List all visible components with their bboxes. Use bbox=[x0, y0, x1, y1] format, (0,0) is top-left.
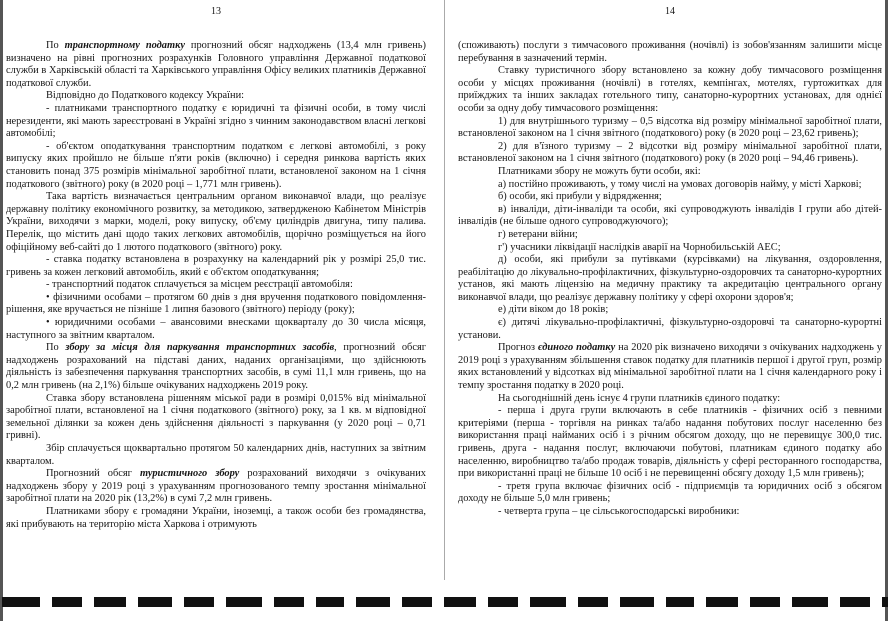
scan-mark bbox=[666, 597, 694, 607]
paragraph bbox=[458, 317, 882, 342]
emphasized-term: єдиного податку bbox=[537, 342, 616, 354]
text-run: 1) для внутрішнього туризму – 0,5 відсотка від розміру мінімальної заробітної плати, встановленої законом на 1 січня звітного (податкового) року (в 2020 році – 23,62 гривень); bbox=[458, 115, 882, 140]
left-page bbox=[6, 0, 426, 580]
text-run: Така вартість визначається центральним органом виконавчої влади, що реалізує державну політику економічного розвитку, за методикою, затвердженою Кабінетом Міністрів України, виходячи з марки, моделі, року випуску, об'єму циліндрів двигуна, типу палива. Перелік, що містить дані щодо таких легкових автомобілів, щорічно розміщується на його офіційному веб-сайті до 1 лютого податкового (звітного) року. bbox=[6, 191, 426, 253]
scan-mark bbox=[184, 597, 214, 607]
paragraph bbox=[6, 342, 426, 392]
scan-mark bbox=[792, 597, 828, 607]
scan-mark bbox=[402, 597, 432, 607]
paragraph bbox=[458, 191, 882, 204]
paragraph bbox=[458, 40, 882, 65]
scan-bottom-marks bbox=[0, 597, 888, 611]
scan-left-edge bbox=[0, 0, 3, 621]
text-run: На сьогоднішній день існує 4 групи платників єдиного податку: bbox=[498, 392, 781, 404]
text-run: - перша і друга групи включають в себе платників - фізичних осіб з певними критеріями (перша - торгівля на ринках та/або надання побутових послуг населенню без використання праці найманих осіб і з річним обсягом доходу, що не перевищує 300,0 тис. гривень, друга - надання послуг, включаючи побутові, платникам єдиного податку або населенню, виробництво та/або продаж товарів, діяльність у сфері ресторанного господарства, при використанні праці не більше 10 осіб і не перевищенні обсягу доходу 1,5 млн гривень); bbox=[458, 405, 882, 480]
scan-mark bbox=[52, 597, 82, 607]
paragraph bbox=[6, 103, 426, 141]
paragraph bbox=[6, 443, 426, 468]
paragraph bbox=[6, 279, 426, 292]
paragraph bbox=[6, 191, 426, 254]
emphasized-term: збору за місця для паркування транспортних засобів bbox=[65, 342, 335, 354]
scan-mark bbox=[882, 597, 888, 607]
text-run: По bbox=[46, 40, 65, 51]
paragraph bbox=[6, 317, 426, 342]
paragraph bbox=[6, 506, 426, 531]
text-run: - четверта група – це сільськогосподарські виробники: bbox=[498, 505, 740, 517]
text-run: Платниками збору не можуть бути особи, які: bbox=[498, 165, 701, 177]
paragraph bbox=[458, 141, 882, 166]
scan-mark bbox=[274, 597, 304, 607]
text-run: Ставку туристичного збору встановлено за кожну добу тимчасового розміщення особи у місцях проживання (ночівлі) в готелях, кемпінгах, мотелях, гуртожитках для приїжджих та інших закладах готельного типу, санаторно-курортних установах, для однієї особи за одну добу тимчасового розміщення: bbox=[458, 65, 882, 114]
page-number: 13 bbox=[211, 6, 221, 17]
paragraph bbox=[458, 254, 882, 304]
scan-mark bbox=[2, 597, 40, 607]
paragraph bbox=[6, 90, 426, 103]
page-number: 14 bbox=[665, 6, 675, 17]
paragraph bbox=[6, 292, 426, 317]
text-run: на 2020 рік визначено виходячи з очікуваних надходжень у 2019 році з урахуванням збільшення ставок податку для платників першої і другої груп, розмір яких встановлений у відсотках від мінімальної заробітної плати на 1 січня календарного року і темпу зростання податку в 2020 році. bbox=[458, 342, 882, 392]
scan-mark bbox=[226, 597, 262, 607]
text-run: , прогнозний обсяг надходжень розрахований на підставі даних, наданих організаціями, що здійснюють діяльність із забезпечення паркування транспортних засобів, в сумі 11,1 млн гривень, що на 0,2 млн гривень (на 2,1%) більше очікуваних надходжень 2019 року. bbox=[6, 342, 426, 392]
paragraph bbox=[458, 342, 882, 392]
text-run: - об'єктом оподаткування транспортним податком є легкові автомобілі, з року випуску яких пройшло не більше п'яти років (включно) і середня ринкова вартість яких становить понад 375 розмірів мінімальної заробітної плати, встановленої законом на 1 січня податкового (звітного) року (в 2020 році – 1,771 млн гривень). bbox=[6, 140, 426, 190]
emphasized-term: туристичного збору bbox=[140, 468, 240, 480]
scan-mark bbox=[578, 597, 608, 607]
page-binding-divider bbox=[444, 0, 445, 580]
text-run: прогнозний обсяг надходжень (13,4 млн гривень) визначено на рівні прогнозних розрахунків Головного управління Державної податкової служби в Харківській області та Харківського управління Офісу великих платників Державної податкової служби. bbox=[6, 40, 426, 89]
paragraph bbox=[6, 40, 426, 90]
text-run: розрахований виходячи з очікуваних надходжень збору у 2019 році з урахуванням прогнозованого темпу зростання мінімальної заробітної плати на 2020 рік (13,2%) в сумі 7,2 млн гривень. bbox=[6, 468, 426, 505]
text-run: Ставка збору встановлена рішенням міської ради в розмірі 0,015% від мінімальної заробітної плати, встановленої на 1 січня податкового (звітного) року, за 1 кв. м відповідної земельної ділянки за кожен день здійснення діяльності з паркування (у 2020 році – 0,71 гривні). bbox=[6, 392, 426, 442]
text-run: Відповідно до Податкового кодексу України: bbox=[46, 90, 245, 102]
scan-mark bbox=[840, 597, 870, 607]
text-run: По bbox=[46, 342, 66, 354]
paragraph bbox=[6, 393, 426, 443]
text-run: а) постійно проживають, у тому числі на умовах договорів найму, у місті Харкові; bbox=[498, 178, 862, 190]
scan-mark bbox=[356, 597, 390, 607]
paragraph bbox=[458, 204, 882, 229]
text-run: Прогноз bbox=[498, 342, 538, 354]
scan-mark bbox=[706, 597, 738, 607]
text-run: - ставка податку встановлена в розрахунку на календарний рік у розмірі 25,0 тис. гривень за кожен легковий автомобіль, який є об'єктом оподаткування; bbox=[6, 254, 426, 278]
paragraph bbox=[458, 405, 882, 481]
scan-mark bbox=[316, 597, 344, 607]
scan-mark bbox=[94, 597, 126, 607]
paragraph bbox=[458, 179, 882, 192]
paragraph bbox=[458, 242, 882, 255]
paragraph bbox=[458, 65, 882, 115]
paragraph bbox=[6, 468, 426, 506]
text-run: г') учасники ліквідації наслідків аварії на Чорнобильській АЕС; bbox=[498, 241, 781, 253]
text-run: Збір сплачується щоквартально протягом 50 календарних днів, наступних за звітним кварталом. bbox=[6, 443, 426, 467]
text-run: в) інваліди, діти-інваліди та особи, які супроводжують інвалідів I групи або дітей-інвалідів (не більше одного супроводжуючого); bbox=[458, 203, 882, 228]
text-run: е) діти віком до 18 років; bbox=[498, 304, 609, 316]
paragraph bbox=[458, 506, 882, 519]
emphasized-term: транспортному податку bbox=[64, 40, 185, 51]
text-run: б) особи, які прибули у відрядження; bbox=[498, 191, 662, 203]
text-run: - платниками транспортного податку є юридичні та фізичні особи, в тому числі нерезиденти, які мають зареєстровані в Україні згідно з чинним законодавством власні легкові автомобілі; bbox=[6, 102, 426, 140]
text-run: - третя група включає фізичних осіб - підприємців та юридичних осіб з обсягом доходу не більше 5,0 млн гривень; bbox=[458, 480, 882, 505]
text-run: д) особи, які прибули за путівками (курсівками) на лікування, оздоровлення, реабілітацію до лікувально-профілактичних, фізкультурно-оздоровчих та санаторно-курортних установ, які мають ліцензію на медичну практику та акредитацію центрального органу виконавчої влади, що реалізує державну політику у сфері охорони здоров'я; bbox=[458, 254, 882, 303]
scan-mark bbox=[138, 597, 172, 607]
paragraph bbox=[6, 141, 426, 191]
text-run: 2) для в'їзного туризму – 2 відсотки від розміру мінімальної заробітної плати, встановленої законом на 1 січня звітного (податкового) року (в 2020 році – 94,46 гривень). bbox=[458, 140, 882, 165]
paragraph bbox=[458, 116, 882, 141]
scan-mark bbox=[620, 597, 654, 607]
page-body bbox=[6, 40, 426, 531]
scan-mark bbox=[530, 597, 566, 607]
page-body bbox=[458, 40, 882, 519]
scan-mark bbox=[750, 597, 780, 607]
scan-mark bbox=[488, 597, 518, 607]
text-run: Прогнозний обсяг bbox=[46, 468, 141, 480]
text-run: - транспортний податок сплачується за місцем реєстрації автомобіля: bbox=[46, 279, 353, 291]
scan-mark bbox=[444, 597, 476, 607]
text-run: • юридичними особами – авансовими внесками щокварталу до 30 числа місяця, наступного за звітним кварталом. bbox=[6, 317, 426, 341]
text-run: (споживають) послуги з тимчасового проживання (ночівлі) із зобов'язанням залишити місце перебування в зазначений термін. bbox=[458, 40, 882, 64]
paragraph bbox=[6, 254, 426, 279]
text-run: г) ветерани війни; bbox=[498, 228, 578, 240]
paragraph bbox=[458, 166, 882, 179]
text-run: • фізичними особами – протягом 60 днів з дня вручення податкового повідомлення-рішення, яке вручається не пізніше 1 липня базового (звітного) періоду (року); bbox=[6, 291, 426, 316]
paragraph bbox=[458, 229, 882, 242]
text-run: Платниками збору є громадяни України, іноземці, а також особи без громадянства, які прибувають на територію міста Харкова і отримують bbox=[6, 505, 426, 530]
paragraph bbox=[458, 393, 882, 406]
right-page bbox=[458, 0, 882, 580]
paragraph bbox=[458, 304, 882, 317]
paragraph bbox=[458, 481, 882, 506]
text-run: є) дитячі лікувально-профілактичні, фізкультурно-оздоровчі та санаторно-курортні установи. bbox=[458, 317, 882, 341]
